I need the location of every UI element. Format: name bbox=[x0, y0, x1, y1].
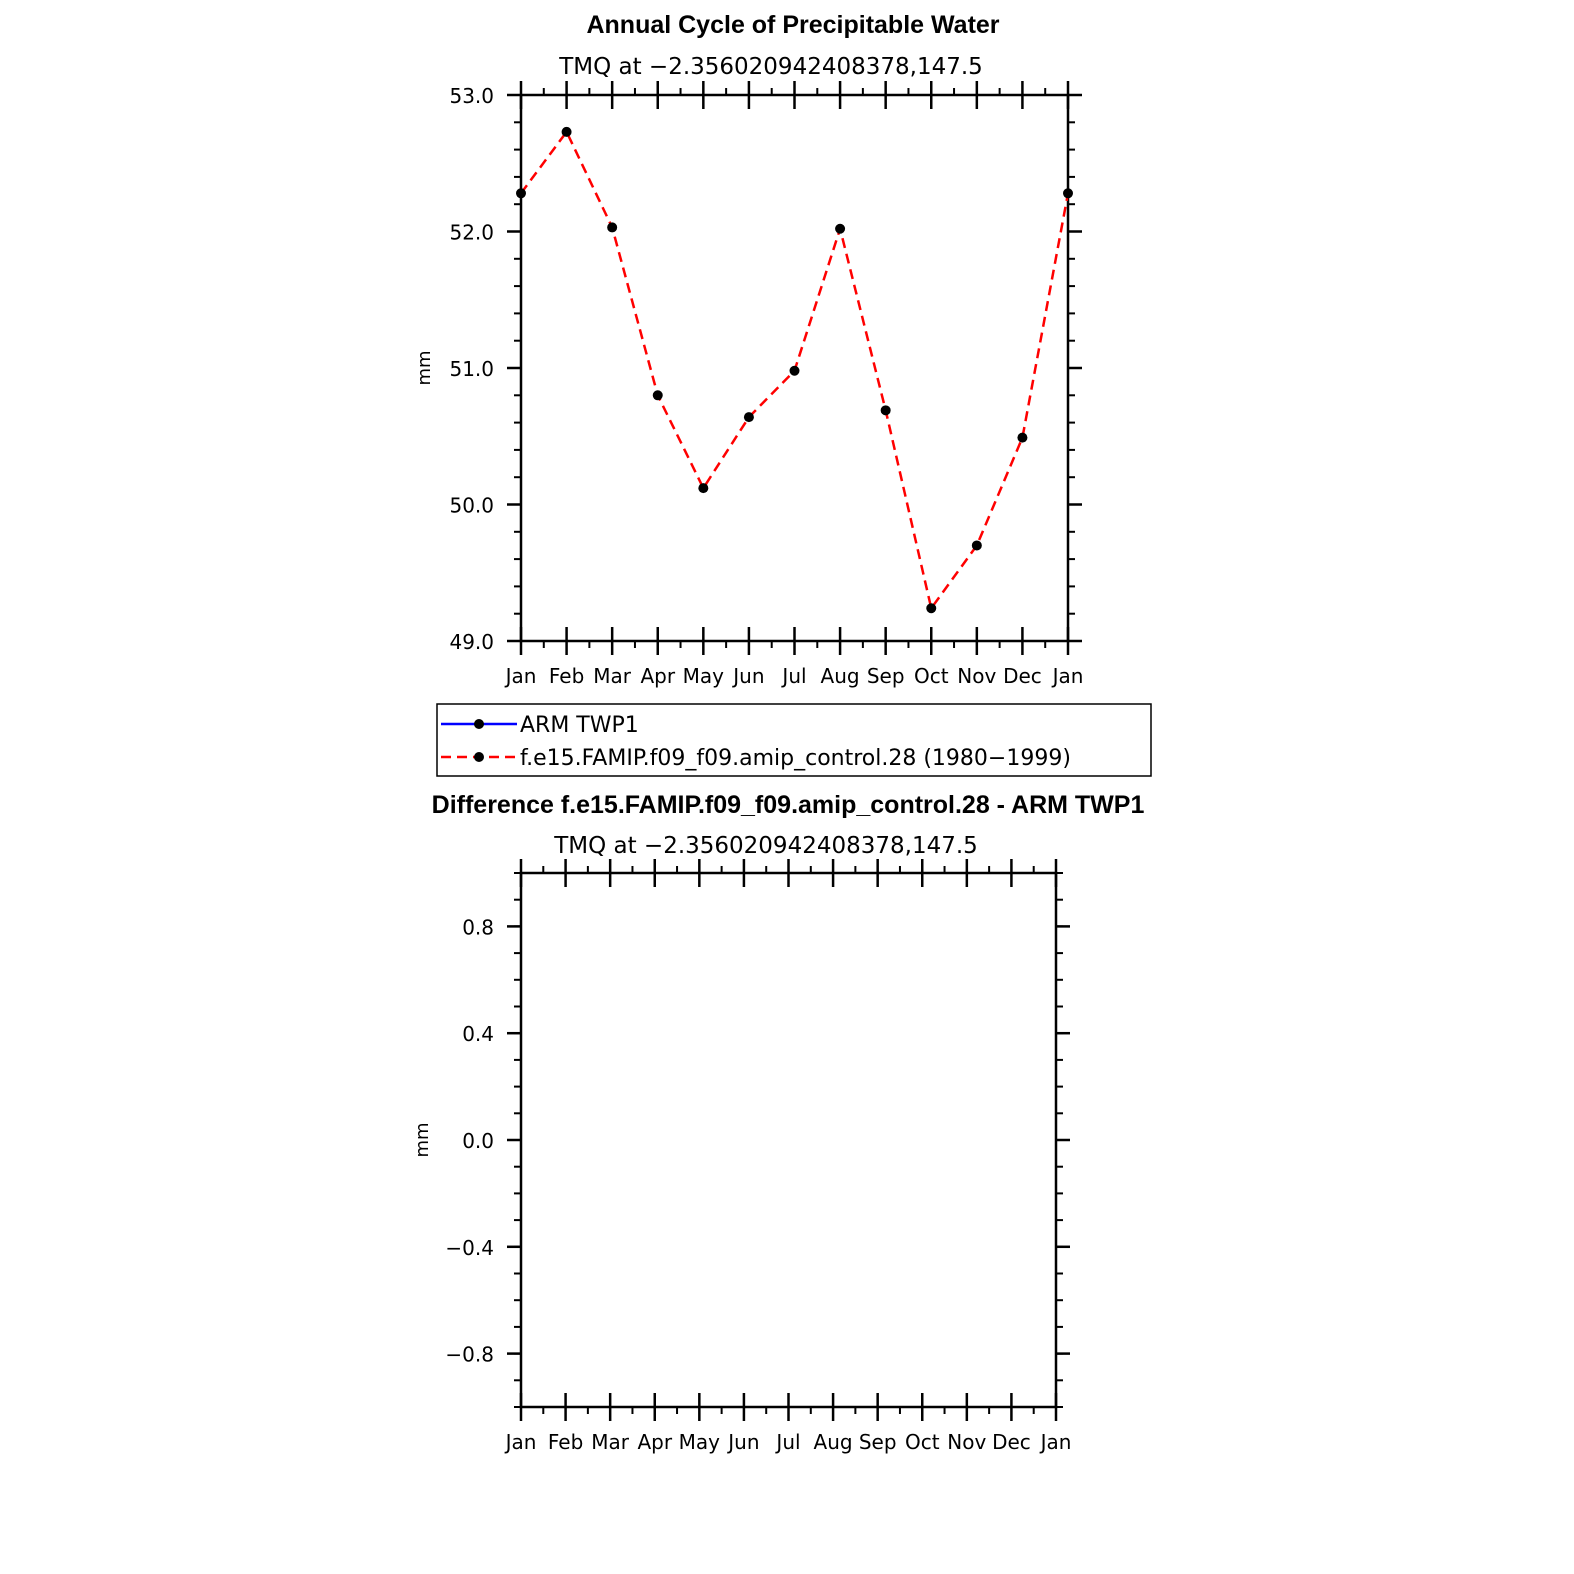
y-axis-label: mm bbox=[414, 350, 435, 386]
data-point bbox=[744, 412, 754, 422]
y-tick-label: 50.0 bbox=[449, 493, 494, 518]
legend-label-arm: ARM TWP1 bbox=[520, 713, 639, 738]
y-tick-label: 52.0 bbox=[449, 220, 494, 245]
x-tick-label: Mar bbox=[591, 1430, 630, 1454]
x-tick-label: Oct bbox=[913, 664, 949, 688]
x-tick-label: Mar bbox=[593, 664, 632, 688]
data-point bbox=[835, 224, 845, 234]
x-tick-label: Sep bbox=[858, 1430, 897, 1454]
x-tick-label: May bbox=[682, 664, 725, 688]
y-tick-label: 53.0 bbox=[449, 84, 494, 108]
data-point bbox=[926, 603, 936, 613]
axis-ticks bbox=[507, 859, 1070, 1421]
x-tick-labels bbox=[504, 664, 1084, 688]
x-tick-label: Jul bbox=[782, 664, 807, 688]
x-tick-label: Dec bbox=[1003, 664, 1042, 688]
x-tick-label: Aug bbox=[813, 1430, 853, 1454]
legend-marker-arm bbox=[474, 719, 484, 729]
chart-title: Difference f.e15.FAMIP.f09_f09.amip_control.28 - ARM TWP1 bbox=[431, 791, 1145, 819]
y-tick-labels bbox=[445, 915, 494, 1366]
data-point bbox=[1017, 433, 1027, 443]
data-point bbox=[607, 222, 617, 232]
chart-subtitle: TMQ at −2.356020942408378,147.5 bbox=[559, 54, 983, 80]
legend bbox=[437, 704, 1151, 776]
chart-title: Annual Cycle of Precipitable Water bbox=[586, 11, 1000, 39]
data-point bbox=[790, 366, 800, 376]
x-tick-label: Nov bbox=[947, 1430, 987, 1454]
x-tick-label: Nov bbox=[957, 664, 997, 688]
y-tick-label: 0.4 bbox=[462, 1022, 494, 1047]
data-point bbox=[653, 390, 663, 400]
series-marks bbox=[516, 127, 1073, 613]
legend-marker-model bbox=[474, 752, 484, 762]
chart-subtitle: TMQ at −2.356020942408378,147.5 bbox=[554, 833, 978, 859]
difference-chart bbox=[412, 791, 1144, 1454]
x-tick-label: Jun bbox=[728, 1430, 760, 1454]
data-point bbox=[1063, 188, 1073, 198]
x-tick-label: Feb bbox=[547, 1430, 584, 1454]
x-tick-label: Sep bbox=[866, 664, 905, 688]
x-tick-label: Feb bbox=[548, 664, 585, 688]
annual-cycle-chart bbox=[414, 11, 1083, 688]
x-tick-label: Apr bbox=[637, 1430, 673, 1454]
y-tick-label: 49.0 bbox=[449, 630, 494, 654]
x-tick-label: Jan bbox=[1052, 664, 1084, 688]
x-tick-label: May bbox=[678, 1430, 721, 1454]
x-tick-label: Jan bbox=[505, 1430, 537, 1454]
data-point bbox=[972, 540, 982, 550]
data-point bbox=[562, 127, 572, 137]
x-tick-label: Dec bbox=[992, 1430, 1031, 1454]
x-tick-label: Jan bbox=[1040, 1430, 1072, 1454]
y-tick-label: −0.4 bbox=[445, 1235, 494, 1260]
legend-label-model: f.e15.FAMIP.f09_f09.amip_control.28 (1980−1999) bbox=[520, 746, 1071, 771]
x-tick-labels bbox=[504, 1430, 1072, 1454]
data-point bbox=[516, 188, 526, 198]
x-tick-label: Apr bbox=[640, 664, 676, 688]
x-tick-label: Jan bbox=[505, 664, 537, 688]
x-tick-label: Aug bbox=[820, 664, 860, 688]
x-tick-label: Jun bbox=[733, 664, 765, 688]
data-point bbox=[881, 405, 891, 415]
y-tick-label: −0.8 bbox=[445, 1342, 494, 1367]
y-tick-label: 0.0 bbox=[462, 1129, 494, 1153]
y-tick-labels bbox=[449, 84, 494, 654]
y-tick-label: 51.0 bbox=[449, 357, 494, 381]
plot-frame bbox=[521, 873, 1056, 1407]
x-tick-label: Jul bbox=[776, 1430, 801, 1454]
data-point bbox=[698, 483, 708, 493]
y-tick-label: 0.8 bbox=[462, 915, 494, 940]
y-axis-label: mm bbox=[412, 1122, 433, 1158]
x-tick-label: Oct bbox=[904, 1430, 940, 1454]
